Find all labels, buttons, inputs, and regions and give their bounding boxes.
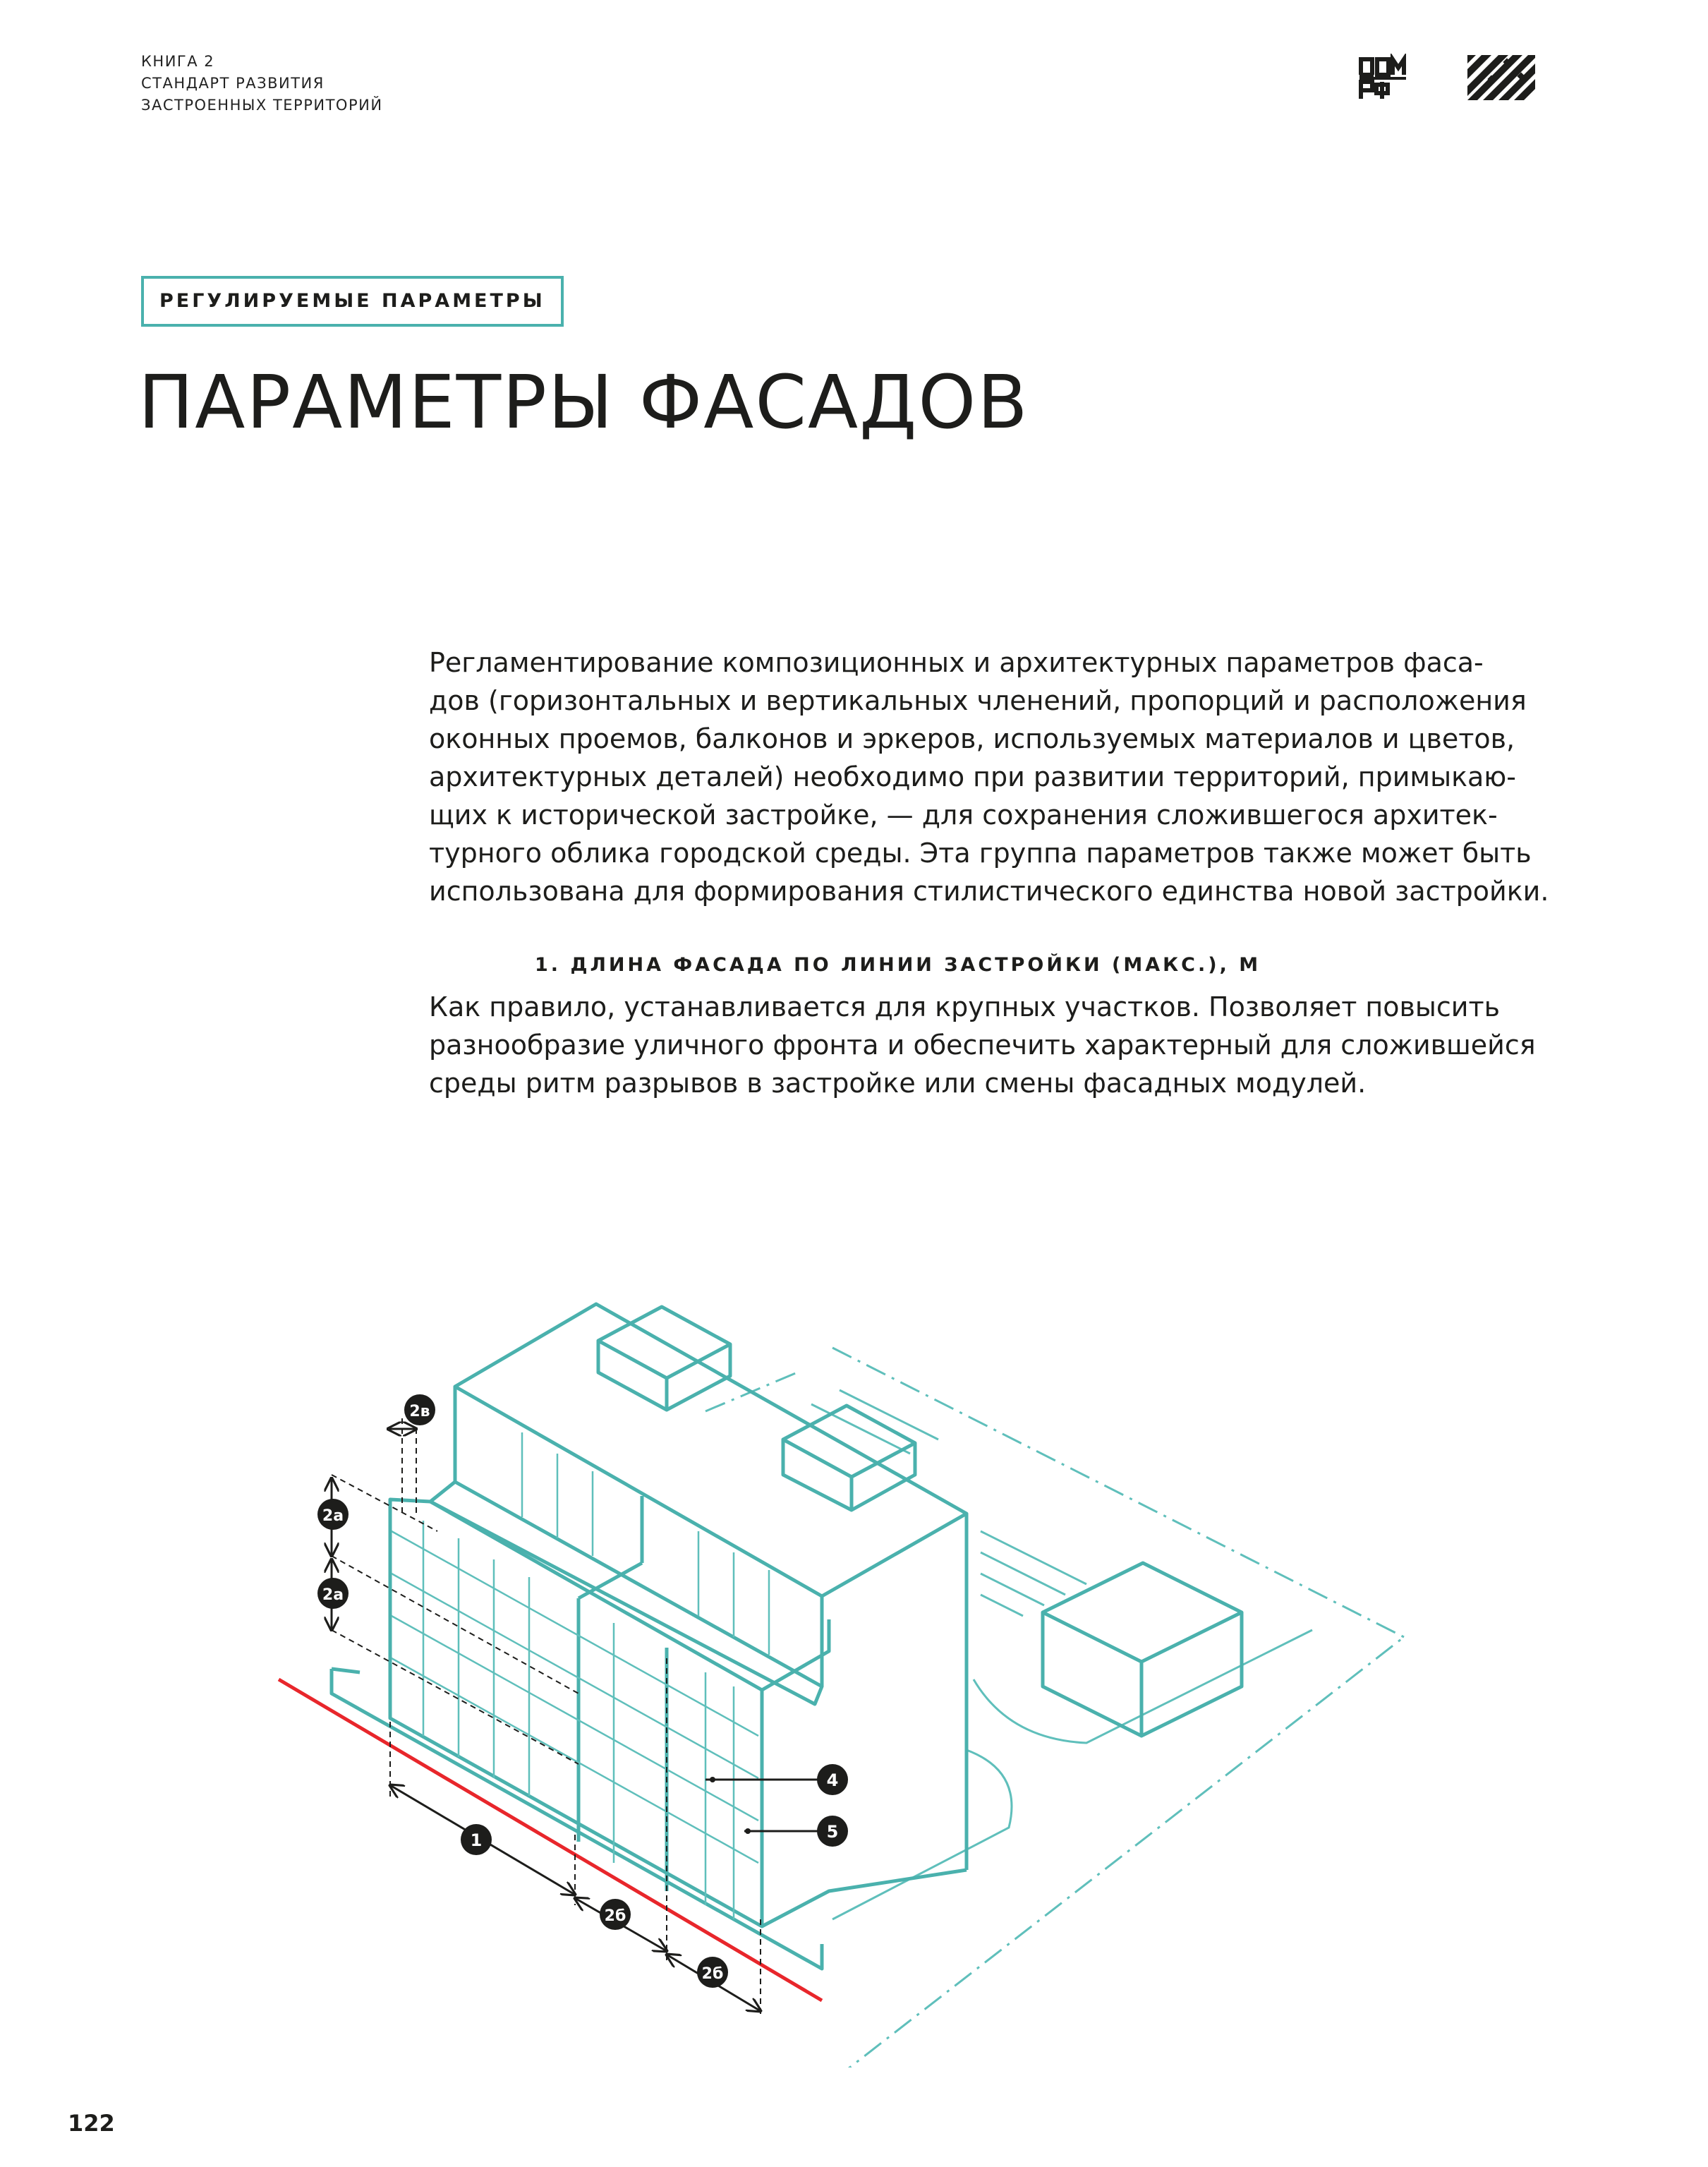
marker-1 [461, 1824, 492, 1855]
building-line-red [279, 1679, 822, 2000]
intro-line: щих к исторической застройке, — для сохранения сложившегося архитек- [429, 799, 1498, 831]
intro-line: дов (горизонтальных и вертикальных членений, пропорций и расположения [429, 685, 1527, 716]
book-header [141, 51, 383, 116]
dom-rf-logo-icon [1358, 54, 1407, 103]
intro-line: архитектурных деталей) необходимо при развитии территорий, примыкаю- [429, 761, 1517, 792]
marker-1-label: 1 [470, 1830, 483, 1850]
section-tag: РЕГУЛИРУЕМЫЕ ПАРАМЕТРЫ [141, 276, 564, 327]
marker-2v-label: 2в [409, 1403, 430, 1420]
marker-5 [817, 1816, 848, 1847]
book-header-line: ЗАСТРОЕННЫХ ТЕРРИТОРИЙ [141, 97, 383, 114]
intro-line: оконных проемов, балконов и эркеров, используемых материалов и цветов, [429, 723, 1515, 754]
marker-2a-top [317, 1499, 349, 1530]
parameter-line: среды ритм разрывов в застройке или смены фасадных модулей. [429, 1068, 1367, 1099]
marker-2b-1-label: 2б [604, 1907, 626, 1925]
marker-4 [817, 1764, 848, 1795]
parameter-line: разнообразие уличного фронта и обеспечить характерный для сложившейся [429, 1030, 1536, 1061]
marker-2a-bottom [317, 1578, 349, 1609]
intro-paragraph [429, 644, 1572, 910]
marker-2a-bottom-label: 2а [322, 1586, 344, 1604]
detached-building [1043, 1563, 1242, 1736]
facade-parameters-diagram [0, 1256, 1708, 2068]
diagonal-stripes-logo-icon [1467, 55, 1535, 100]
parameter-heading: 1. ДЛИНА ФАСАДА ПО ЛИНИИ ЗАСТРОЙКИ (МАКС.), М [535, 954, 1261, 976]
parameter-description [429, 988, 1572, 1102]
marker-2b-2 [697, 1957, 728, 1988]
marker-2b-1 [600, 1899, 631, 1930]
intro-line: Регламентирование композиционных и архитектурных параметров фаса- [429, 647, 1484, 678]
page-number: 122 [68, 2110, 115, 2137]
book-header-line: СТАНДАРТ РАЗВИТИЯ [141, 75, 325, 92]
marker-2a-top-label: 2а [322, 1507, 344, 1525]
marker-2v [404, 1394, 435, 1425]
marker-2b-2-label: 2б [701, 1965, 724, 1983]
page-title: ПАРАМЕТРЫ ФАСАДОВ [138, 359, 1029, 445]
marker-5-label: 5 [826, 1822, 839, 1842]
marker-4-label: 4 [826, 1770, 839, 1790]
book-header-line: КНИГА 2 [141, 53, 215, 70]
intro-line: использована для формирования стилистического единства новой застройки. [429, 876, 1549, 907]
intro-line: турного облика городской среды. Эта группа параметров также может быть [429, 838, 1532, 869]
parameter-line: Как правило, устанавливается для крупных участков. Позволяет повысить [429, 991, 1501, 1022]
